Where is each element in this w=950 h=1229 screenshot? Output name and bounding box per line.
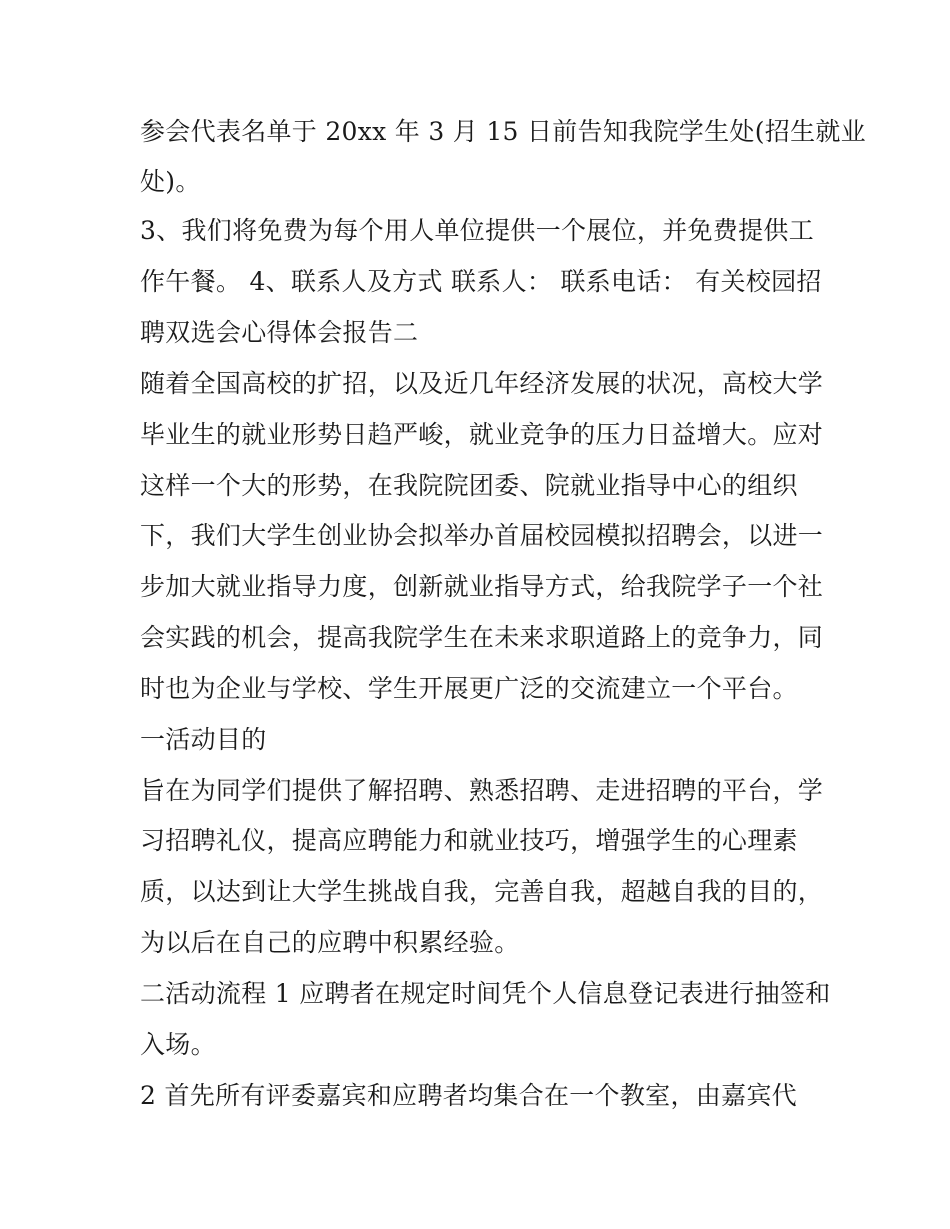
text-line: 下，我们大学生创业协会拟举办首届校园模拟招聘会，以进一 (140, 521, 824, 550)
text-line: 旨在为同学们提供了解招聘、熟悉招聘、走进招聘的平台，学 (140, 776, 824, 805)
text-line: 一活动目的 (140, 725, 267, 754)
text-line: 二活动流程 1 应聘者在规定时间凭个人信息登记表进行抽签和 (140, 979, 831, 1008)
text-line: 这样一个大的形势，在我院院团委、院就业指导中心的组织 (140, 471, 798, 500)
text-line: 习招聘礼仪，提高应聘能力和就业技巧，增强学生的心理素 (140, 826, 798, 855)
text-line: 毕业生的就业形势日趋严峻，就业竞争的压力日益增大。应对 (140, 420, 824, 449)
text-line: 聘双选会心得体会报告二 (140, 318, 419, 347)
text-line: 作午餐。 4、联系人及方式 联系人： 联系电话： 有关校园招 (140, 267, 822, 296)
text-line: 为以后在自己的应聘中积累经验。 (140, 928, 520, 957)
text-line: 随着全国高校的扩招，以及近几年经济发展的状况，高校大学 (140, 369, 824, 398)
text-line: 3、我们将免费为每个用人单位提供一个展位，并免费提供工 (140, 216, 815, 245)
text-line: 2 首先所有评委嘉宾和应聘者均集合在一个教室，由嘉宾代 (140, 1081, 797, 1110)
text-line: 时也为企业与学校、学生开展更广泛的交流建立一个平台。 (140, 674, 798, 703)
text-line: 会实践的机会，提高我院学生在未来求职道路上的竞争力，同 (140, 623, 824, 652)
text-line: 处)。 (140, 167, 201, 196)
text-line: 质，以达到让大学生挑战自我，完善自我，超越自我的目的， (140, 877, 824, 906)
text-line: 入场。 (140, 1030, 216, 1059)
text-line: 参会代表名单于 20xx 年 3 月 15 日前告知我院学生处(招生就业 (140, 117, 866, 146)
text-line: 步加大就业指导力度，创新就业指导方式，给我院学子一个社 (140, 572, 824, 601)
